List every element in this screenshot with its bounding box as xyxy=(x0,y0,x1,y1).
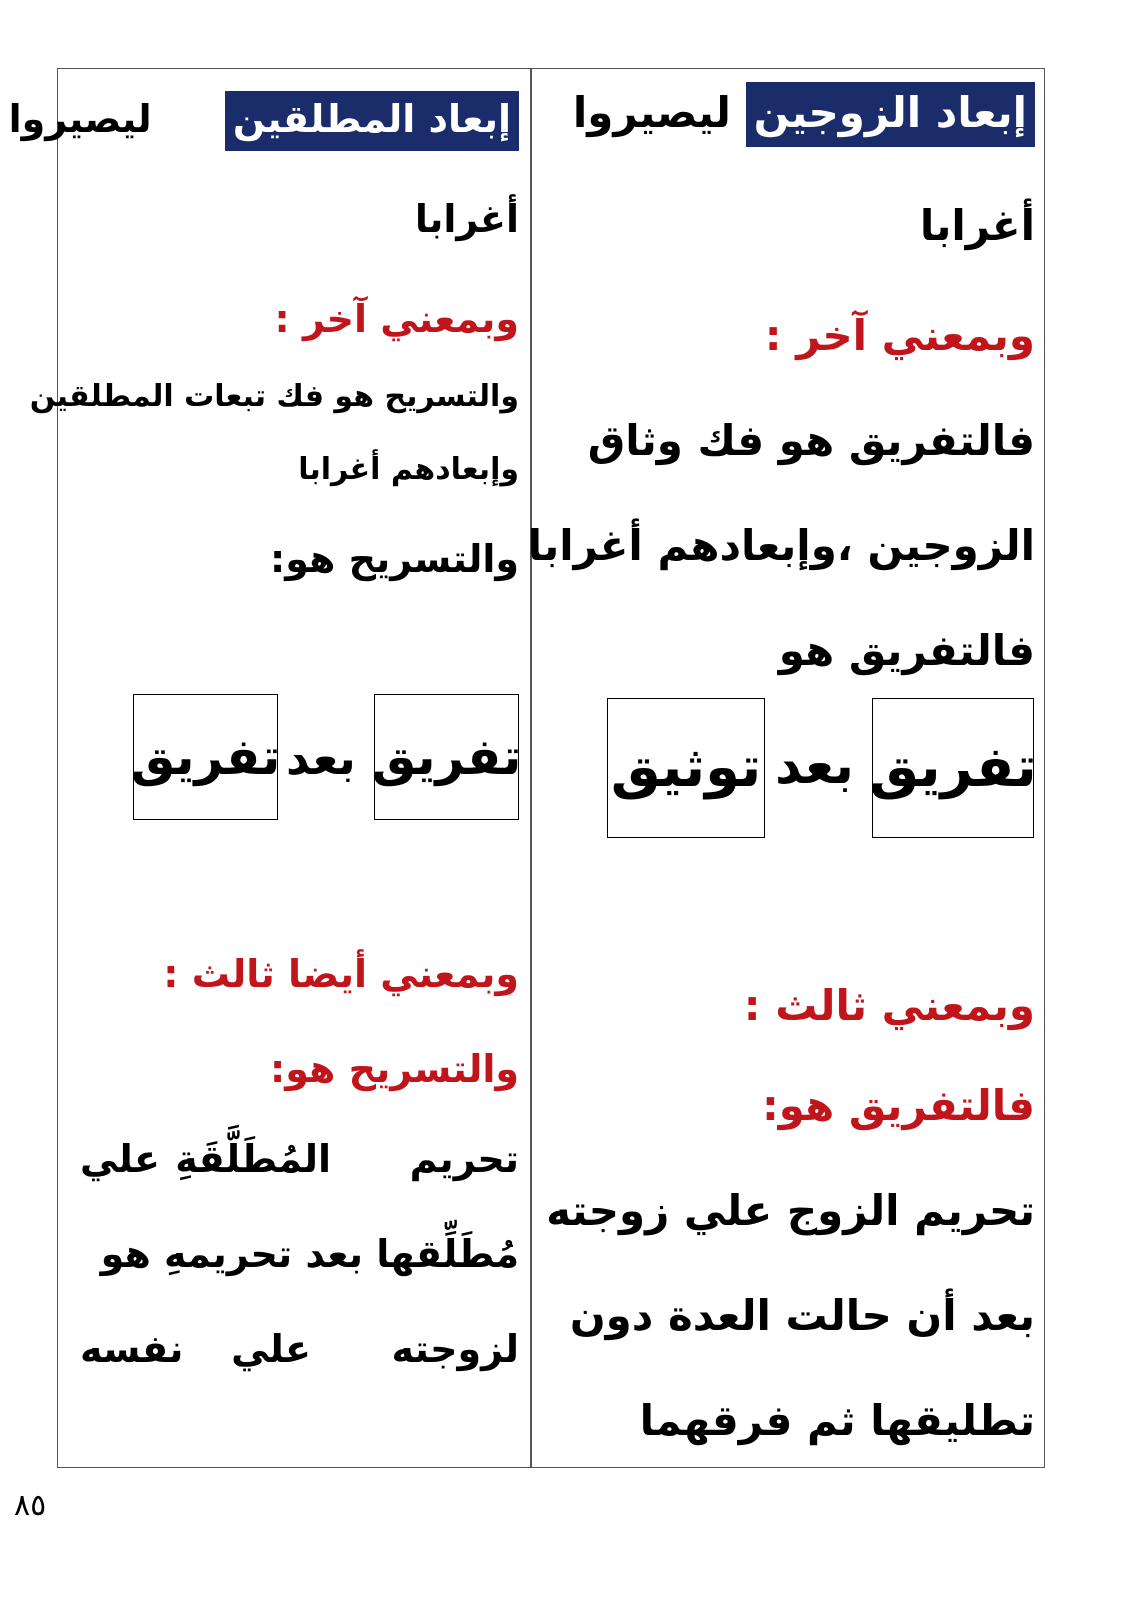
left-para2-line3-c: نفسه xyxy=(80,1327,184,1371)
left-box-2: تفريق xyxy=(133,694,278,820)
right-para2-line1: تحريم الزوج علي زوجته xyxy=(546,1186,1035,1235)
right-box-1: تفريق xyxy=(872,698,1034,838)
right-para1-line3: فالتفريق هو xyxy=(778,626,1035,675)
left-para2-line3-b: علي xyxy=(231,1327,311,1371)
left-para1-line1: والتسريح هو فك تبعات المطلقين xyxy=(29,379,519,414)
right-meaning2: وبمعني آخر : xyxy=(764,311,1035,360)
left-heading-highlight: إبعاد المطلقين xyxy=(225,91,519,151)
left-heading-rest: ليصيروا xyxy=(8,97,152,141)
left-para1-line2: وإبعادهم أغرابا xyxy=(298,452,519,487)
left-heading xyxy=(8,97,519,141)
left-box-between: بعد xyxy=(286,731,356,785)
right-sub3: فالتفريق هو: xyxy=(761,1081,1035,1130)
left-para2-line1-a: تحريم xyxy=(409,1137,519,1181)
left-para1-line3: والتسريح هو: xyxy=(270,537,519,581)
page-number: ٨٥ xyxy=(14,1488,47,1523)
right-para2-line3: تطليقها ثم فرقهما xyxy=(639,1396,1035,1445)
right-line2: أغرابا xyxy=(919,201,1035,250)
right-para1-line2: الزوجين ،وإبعادهم أغرابا xyxy=(527,521,1035,570)
right-para1-line1: فالتفريق هو فك وثاق xyxy=(587,416,1035,465)
right-heading xyxy=(572,88,1035,137)
left-meaning3: وبمعني أيضا ثالث : xyxy=(163,952,519,996)
left-box-1: تفريق xyxy=(374,694,519,820)
left-line2: أغرابا xyxy=(414,197,519,241)
column-divider xyxy=(530,68,532,1468)
right-heading-highlight: إبعاد الزوجين xyxy=(746,82,1035,147)
left-para2-line1-b: المُطَلَّقَةِ xyxy=(175,1137,331,1181)
left-meaning2: وبمعني آخر : xyxy=(274,297,519,341)
left-sub3: والتسريح هو: xyxy=(270,1047,519,1091)
right-heading-rest: ليصيروا xyxy=(572,88,731,137)
right-para2-line2: بعد أن حالت العدة دون xyxy=(569,1291,1035,1340)
right-meaning3: وبمعني ثالث : xyxy=(743,981,1035,1030)
right-box-between: بعد xyxy=(775,736,854,796)
left-para2-line1-c: علي xyxy=(80,1137,160,1181)
right-box-2: توثيق xyxy=(607,698,765,838)
left-para2-line2: مُطَلِّقها بعد تحريمهِ هو xyxy=(100,1232,519,1276)
left-para2-line3-a: لزوجته xyxy=(391,1327,519,1371)
